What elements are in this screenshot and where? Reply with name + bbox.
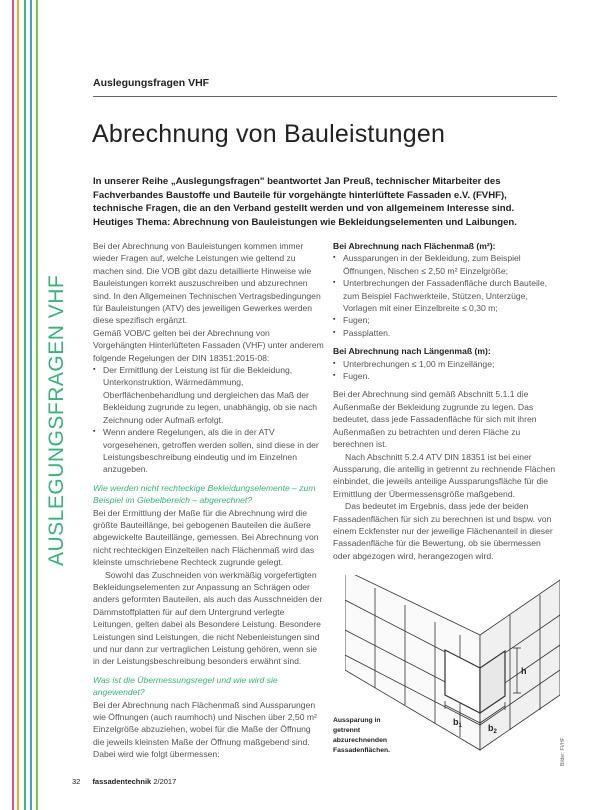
regulation-list	[93, 364, 324, 476]
paragraph: Bei der Abrechnung nach Flächenmaß sind Aussparungen wie Öffnungen (auch raumhoch) und Nischen über 2,50 m² Einzelgröße abzuziehen, wobei für die Maße der Öffnung die jeweils kleinsten Maße der Öffnung maßgebend sind. Dabei wird wie folgt übermessen:	[93, 699, 317, 760]
list-item: ▪ Wenn andere Regelungen, als die in der ATV vorgesehenen, getroffen werden sollen, sind diese in der Leistungsbeschreibung eindeutig und im Einzelnen anzugeben.	[93, 426, 324, 476]
side-section-title: AUSLEGUNGSFRAGEN VHF	[45, 274, 68, 566]
article-title: Abrechnung von Bauleistungen	[92, 120, 446, 148]
figure-caption: Aussparung in getrennt abzurechnenden Fassadenflächen.	[333, 717, 391, 754]
accent-line-green	[24, 0, 26, 810]
page-footer	[72, 777, 176, 786]
dimension-label-h: h	[521, 666, 527, 676]
length-measure-list	[333, 358, 557, 383]
list-item: ▪ Unterbrechungen ≤ 1,00 m Einzellänge;	[333, 358, 557, 370]
accent-line-lightgreen	[36, 0, 38, 810]
list-item: ▪ Fugen;	[333, 314, 557, 326]
list-item: ▪ Fugen.	[333, 370, 557, 382]
paragraph: Bei der Abrechnung von Bauleistungen kommen immer wieder Fragen auf, welche Leistungen wie geltend zu machen sind. Die VOB gibt dazu detaillierte Hinweise wie Bauleistungen korrekt auszuschreiben und abzurechnen sind. In den Allgemeinen Technischen Vertragsbedingungen für Bauleistungen (ATV) des jeweiligen Gewerkes werden diese spezifisch ergänzt.	[93, 241, 321, 326]
subheading: Bei Abrechnung nach Längenmaß (m):	[333, 346, 491, 357]
paragraph: Gemäß VOB/C gelten bei der Abrechnung von Vorgehängten Hinterlüfteten Fassaden (VHF) unter anderem folgende Regelungen der DIN 18351:2015-08:	[93, 327, 324, 363]
question-heading: Was ist die Übermessungsregel und wie wird sie angewendet?	[93, 674, 278, 698]
image-credit: Bilder: FVHF	[560, 737, 566, 766]
paragraph: Nach Abschnitt 5.2.4 ATV DIN 18351 ist bei einer Aussparung, die anteilig in getrennt zu rechnende Flächen einbindet, die jeweils anteilige Aussparungsfläche für die Ermittlung der Übermessensgröße maßgebend.	[333, 451, 556, 499]
area-measure-list	[333, 252, 557, 339]
section-kicker: Auslegungsfragen VHF	[93, 77, 210, 89]
question-heading: Wie werden nicht rechteckige Bekleidungselemente – zum Beispiel im Giebelbereich – abgerechnet?	[93, 482, 316, 506]
dimension-label-b2: $b_2$	[488, 723, 497, 735]
page-number: 32	[72, 777, 81, 786]
issue-number: 2/2017	[153, 777, 177, 786]
article-column-right	[333, 240, 557, 562]
dimension-label-b1: $b_1$	[453, 717, 462, 729]
article-intro: In unserer Reihe „Auslegungsfragen" beantwortet Jan Preuß, technischer Mitarbeiter des Fachverbandes Baustoffe und Bauteile für vorgehängte hinterlüftete Fassaden e.V. (FVHF), technische Fragen, die an den Verband gestellt werden und von allgemeinem Interesse sind. Heutiges Thema: Abrechnung von Bauleistungen wie Bekleidungselementen und Laibungen.	[93, 176, 517, 228]
paragraph: Bei der Ermittlung der Maße für die Abrechnung wird die größte Bauteillänge, bei gebogenen Bauteilen die äußere abgewickelte Bauteillänge, gemessen. Bei Abrechnung von nicht rechteckigen Einzelteilen nach Flächenmaß wird das kleinste umschriebene Rechteck zugrunde gelegt.	[93, 507, 319, 568]
paragraph: Bei der Abrechnung sind gemäß Abschnitt 5.1.1 die Außenmaße der Bekleidung zugrunde zu legen. Das bedeutet, dass jede Fassadenfläche für sich mit ihren Außenmaßen zu betrachten und deren Fläche zu berechnen ist.	[333, 389, 537, 450]
accent-line-pink	[12, 0, 14, 810]
paragraph: Sowohl das Zuschneiden von werkmäßig vorgefertigten Bekleidungselementen zur Anpassung an Schrägen oder anders geformten Bauteilen, als auch das Ausschneiden der Dämmstoffplatten für auf dem Untergrund verlegte Leitungen, gelten dabei als Besondere Leistung. Besondere Leistungen sind Leistungen, die nicht Nebenleistungen sind und nur dann zur vertraglichen Leistung gehören, wenn sie in der Leistungsbeschreibung besonders erwähnt sind.	[93, 569, 323, 667]
article-column-left	[93, 240, 324, 761]
list-item: ▪ Aussparungen in der Bekleidung, zum Beispiel Öffnungen, Nischen ≤ 2,50 m² Einzelgröße;	[333, 252, 557, 277]
subheading: Bei Abrechnung nach Flächenmaß (m²):	[333, 241, 496, 251]
magazine-name: fassadentechnik	[92, 777, 152, 786]
list-item: ▪ Unterbrechungen der Fassadenfläche durch Bauteile, zum Beispiel Fachwerkteile, Stützen, Unterzüge, Vorlagen mit einer Einzelbreite ≤ 0,30 m;	[333, 277, 557, 314]
accent-line-orange	[17, 0, 19, 810]
kicker-divider	[93, 96, 557, 97]
accent-line-blue	[30, 0, 32, 810]
paragraph: Das bedeutet im Ergebnis, dass jede der beiden Fassadenflächen für sich zu berechnen ist und bspw. von einem Eckfenster nur der jeweilige Flächenanteil in dieser Fassadenfläche für die Bewertung, ob sie übermessen oder abgezogen wird, herangezogen wird.	[333, 501, 553, 561]
list-item: ▪ Der Ermittlung der Leistung ist für die Bekleidung, Unterkonstruktion, Wärmedämmung, Oberflächenbehandlung und dergleichen das Maß der Bekleidung zugrunde zu legen, unabhängig, ob sie nach Zeichnung oder Aufmaß erfolgt.	[93, 364, 324, 426]
list-item: ▪ Passplatten.	[333, 327, 557, 339]
